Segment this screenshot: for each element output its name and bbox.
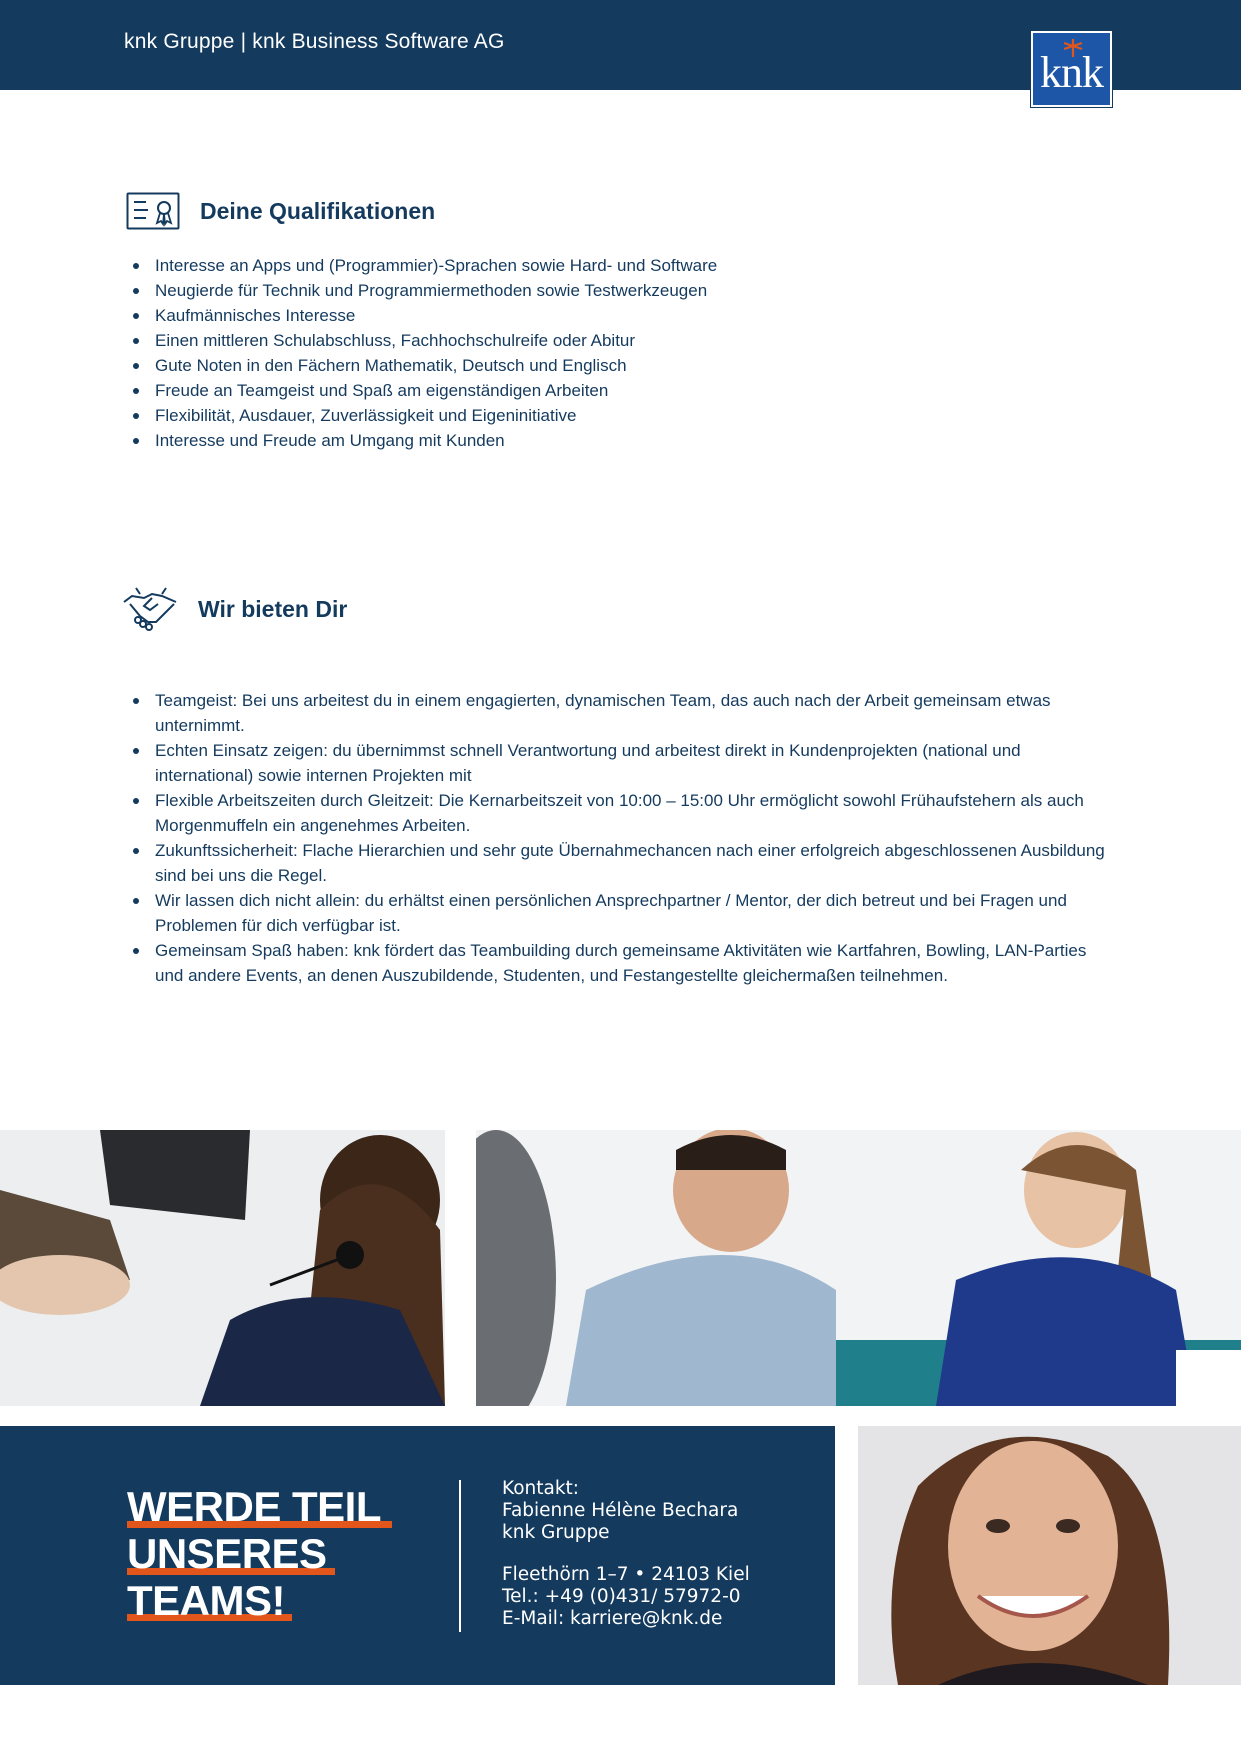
list-item: Flexible Arbeitszeiten durch Gleitzeit: Die Kernarbeitszeit von 10:00 – 15:00 Uhr ermöglicht sowohl Frühaufstehern als auch Morgenmuffeln ein angenehmes Arbeiten. [124, 788, 1109, 838]
qualifications-list [124, 253, 1084, 453]
list-item: Freude an Teamgeist und Spaß am eigenständigen Arbeiten [124, 378, 1084, 403]
list-item: Neugierde für Technik und Programmiermethoden sowie Testwerkzeugen [124, 278, 1084, 303]
contact-phone: Tel.: +49 (0)431/ 57972-0 [502, 1586, 741, 1607]
list-item: Echten Einsatz zeigen: du übernimmst schnell Verantwortung und arbeitest direkt in Kundenprojekten (national und international) sowie internen Projekten mit [124, 738, 1109, 788]
list-item: Gemeinsam Spaß haben: knk fördert das Teambuilding durch gemeinsame Aktivitäten wie Kartfahren, Bowling, LAN-Parties und andere Events, an denen Auszubildende, Studenten, und Festangestellte gleichermaßen teilnehmen. [124, 938, 1109, 988]
list-item: Wir lassen dich nicht allein: du erhältst einen persönlichen Ansprechpartner / Mentor, der dich betreut und bei Fragen und Problemen für dich verfügbar ist. [124, 888, 1109, 938]
list-item: Teamgeist: Bei uns arbeitest du in einem engagierten, dynamischen Team, das auch nach der Arbeit gemeinsam etwas unternimmt. [124, 688, 1109, 738]
cta-line-1: WERDE TEIL [127, 1483, 381, 1530]
handshake-icon [122, 586, 178, 632]
list-item: Interesse an Apps und (Programmier)-Sprachen sowie Hard- und Software [124, 253, 1084, 278]
contact-email[interactable]: E-Mail: karriere@knk.de [502, 1608, 723, 1629]
list-item: Zukunftssicherheit: Flache Hierarchien und sehr gute Übernahmechancen nach einer erfolgreich abgeschlossenen Ausbildung sind bei uns die Regel. [124, 838, 1109, 888]
list-item: Interesse und Freude am Umgang mit Kunden [124, 428, 1084, 453]
cta-divider [459, 1480, 461, 1632]
list-item: Kaufmännisches Interesse [124, 303, 1084, 328]
knk-logo [1031, 31, 1112, 107]
offers-title: Wir bieten Dir [198, 596, 348, 622]
contact-company: knk Gruppe [502, 1522, 610, 1543]
header-title: knk Gruppe | knk Business Software AG [124, 30, 505, 53]
cta-line-3: TEAMS! [127, 1577, 285, 1624]
contact-address: Fleethörn 1–7 • 24103 Kiel [502, 1564, 750, 1585]
list-item: Gute Noten in den Fächern Mathematik, Deutsch und Englisch [124, 353, 1084, 378]
photo-team-meeting [476, 1130, 1241, 1406]
qualifications-title: Deine Qualifikationen [200, 198, 436, 224]
logo-text: knk [1040, 48, 1103, 97]
certificate-icon [126, 192, 180, 230]
list-item: Einen mittleren Schulabschluss, Fachhochschulreife oder Abitur [124, 328, 1084, 353]
offers-list [124, 688, 1109, 988]
list-item: Flexibilität, Ausdauer, Zuverlässigkeit und Eigeninitiative [124, 403, 1084, 428]
photo-headset-worker [0, 1130, 445, 1406]
contact-label: Kontakt: [502, 1478, 580, 1499]
cta-line-2: UNSERES [127, 1530, 327, 1577]
cta-box [0, 1426, 835, 1685]
contact-name: Fabienne Hélène Bechara [502, 1500, 739, 1521]
photo-contact-person [858, 1426, 1241, 1685]
